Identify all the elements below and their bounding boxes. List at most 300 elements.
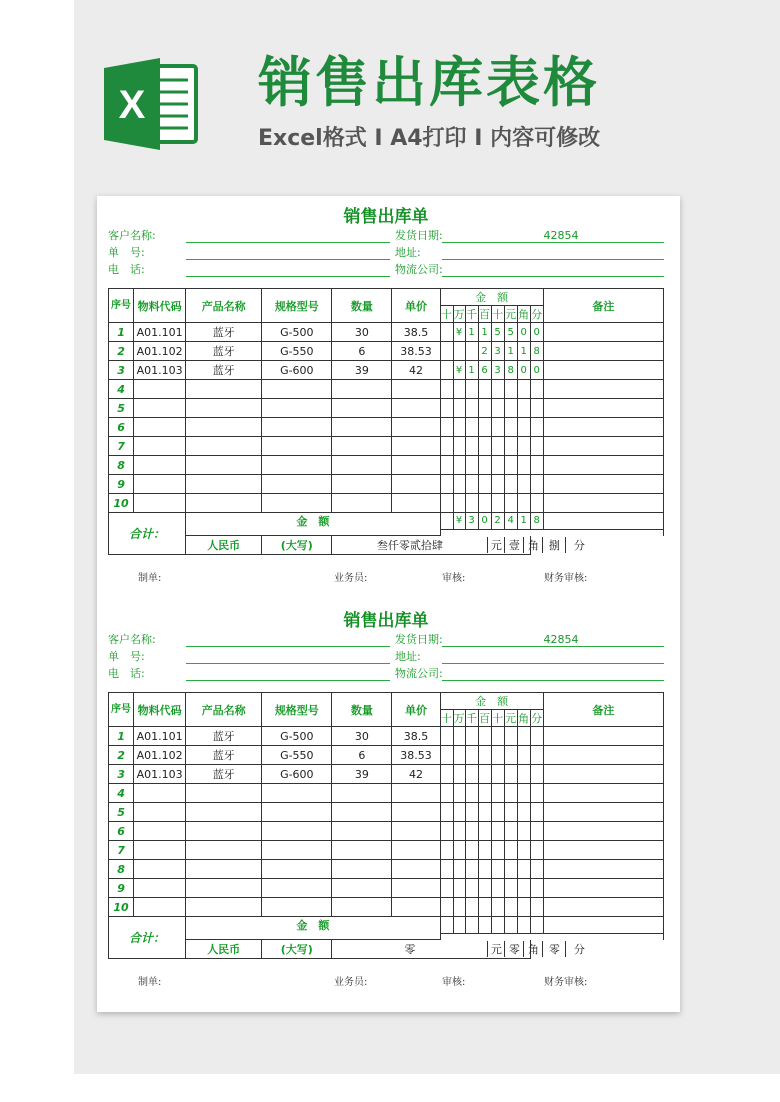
row-digit	[517, 765, 530, 784]
row-note[interactable]	[543, 475, 663, 494]
row-code[interactable]: A01.102	[134, 746, 186, 765]
table-row	[109, 841, 664, 860]
rmb-label: 人民币	[186, 940, 262, 959]
logistics-line[interactable]	[442, 276, 664, 277]
row-digit	[491, 898, 504, 917]
row-note[interactable]	[543, 746, 663, 765]
row-digit	[530, 822, 543, 841]
row-name[interactable]	[186, 784, 262, 803]
row-spec[interactable]	[262, 803, 332, 822]
row-spec[interactable]: G-550	[262, 746, 332, 765]
row-digit	[530, 399, 543, 418]
row-code[interactable]: A01.101	[134, 727, 186, 746]
digit-header: 元	[504, 306, 517, 323]
row-digit	[440, 437, 453, 456]
digit-header: 十	[440, 306, 453, 323]
row-spec[interactable]	[262, 879, 332, 898]
row-digit	[478, 898, 491, 917]
sales-outbound-form-2	[108, 610, 664, 993]
row-digit	[478, 784, 491, 803]
row-digit	[530, 494, 543, 513]
row-seq: 3	[109, 765, 134, 784]
row-code[interactable]: A01.101	[134, 323, 186, 342]
row-digit	[530, 860, 543, 879]
row-digit	[440, 342, 453, 361]
row-price[interactable]	[392, 841, 440, 860]
row-seq: 10	[109, 494, 134, 513]
row-digit	[478, 727, 491, 746]
row-digit	[440, 765, 453, 784]
row-digit	[465, 456, 478, 475]
amount-header: 金 额	[440, 289, 543, 306]
row-note[interactable]	[543, 784, 663, 803]
row-qty[interactable]: 6	[332, 342, 392, 361]
row-note[interactable]	[543, 380, 663, 399]
row-code[interactable]	[134, 437, 186, 456]
total-digit	[440, 917, 453, 934]
row-spec[interactable]	[262, 380, 332, 399]
row-qty[interactable]	[332, 494, 392, 513]
row-digit	[465, 746, 478, 765]
customer-line[interactable]	[186, 646, 390, 647]
row-price[interactable]	[392, 784, 440, 803]
row-price[interactable]	[392, 456, 440, 475]
row-code[interactable]	[134, 860, 186, 879]
total-digit: 3	[465, 513, 478, 530]
row-seq: 2	[109, 342, 134, 361]
row-qty[interactable]	[332, 380, 392, 399]
row-note[interactable]	[543, 860, 663, 879]
row-digit	[491, 765, 504, 784]
row-qty[interactable]: 6	[332, 746, 392, 765]
row-name[interactable]	[186, 841, 262, 860]
row-name[interactable]	[186, 803, 262, 822]
total-digit: 4	[504, 513, 517, 530]
row-code[interactable]	[134, 784, 186, 803]
code-header: 物料代码	[134, 289, 186, 323]
digit-header: 百	[478, 306, 491, 323]
row-price[interactable]	[392, 803, 440, 822]
row-digit	[491, 727, 504, 746]
rmb-label: 人民币	[186, 536, 262, 555]
row-digit	[530, 456, 543, 475]
row-seq: 8	[109, 456, 134, 475]
row-code[interactable]	[134, 879, 186, 898]
total-row-1	[109, 917, 664, 934]
row-digit	[465, 898, 478, 917]
row-digit	[504, 746, 517, 765]
header-row	[109, 289, 664, 306]
signature-row	[108, 569, 664, 589]
row-digit	[440, 822, 453, 841]
unit-label: 单 号:	[108, 246, 145, 259]
row-qty[interactable]	[332, 475, 392, 494]
row-price[interactable]: 38.5	[392, 727, 440, 746]
row-digit	[504, 399, 517, 418]
row-qty[interactable]: 30	[332, 727, 392, 746]
row-digit: 8	[530, 342, 543, 361]
row-digit: 1	[465, 323, 478, 342]
total-digit	[465, 917, 478, 934]
row-spec[interactable]: G-600	[262, 765, 332, 784]
row-digit	[453, 342, 465, 361]
salesman-label: 业务员:	[334, 573, 368, 584]
row-qty[interactable]: 30	[332, 323, 392, 342]
row-price[interactable]: 42	[392, 361, 440, 380]
row-spec[interactable]	[262, 418, 332, 437]
row-code[interactable]	[134, 803, 186, 822]
total-note	[543, 917, 663, 934]
row-name[interactable]	[186, 456, 262, 475]
row-digit	[491, 399, 504, 418]
header-row	[109, 693, 664, 710]
svg-text:X: X	[118, 83, 146, 127]
row-spec[interactable]	[262, 822, 332, 841]
row-digit	[504, 380, 517, 399]
customer-label: 客户名称:	[108, 229, 156, 242]
row-price[interactable]	[392, 879, 440, 898]
row-digit	[440, 860, 453, 879]
row-note[interactable]	[543, 437, 663, 456]
ship-date-value: 42854	[543, 633, 579, 646]
row-digit	[440, 380, 453, 399]
row-digit	[478, 399, 491, 418]
row-name[interactable]: 蓝牙	[186, 323, 262, 342]
row-price[interactable]: 38.5	[392, 323, 440, 342]
row-price[interactable]	[392, 380, 440, 399]
row-digit	[491, 784, 504, 803]
row-digit	[440, 784, 453, 803]
row-seq: 9	[109, 475, 134, 494]
row-price[interactable]	[392, 437, 440, 456]
row-digit	[517, 860, 530, 879]
row-price[interactable]	[392, 860, 440, 879]
row-name[interactable]	[186, 418, 262, 437]
table-row	[109, 342, 664, 361]
row-price[interactable]	[392, 399, 440, 418]
items-table	[108, 692, 664, 959]
row-spec[interactable]	[262, 437, 332, 456]
row-name[interactable]	[186, 380, 262, 399]
row-digit	[530, 784, 543, 803]
row-qty[interactable]	[332, 879, 392, 898]
row-seq: 1	[109, 727, 134, 746]
row-digit: 5	[491, 323, 504, 342]
row-digit	[478, 803, 491, 822]
customer-label: 客户名称:	[108, 633, 156, 646]
row-digit	[453, 380, 465, 399]
row-code[interactable]	[134, 456, 186, 475]
row-digit	[453, 494, 465, 513]
row-note[interactable]	[543, 727, 663, 746]
row-note[interactable]	[543, 361, 663, 380]
row-note[interactable]	[543, 879, 663, 898]
unit-line[interactable]	[186, 259, 390, 260]
row-digit	[491, 860, 504, 879]
row-spec[interactable]	[262, 860, 332, 879]
row-name[interactable]: 蓝牙	[186, 727, 262, 746]
row-digit	[517, 475, 530, 494]
table-row	[109, 727, 664, 746]
yuan-digit: 壹	[504, 537, 523, 553]
row-code[interactable]	[134, 494, 186, 513]
row-name[interactable]: 蓝牙	[186, 342, 262, 361]
row-digit	[453, 456, 465, 475]
row-digit	[440, 323, 453, 342]
row-seq: 4	[109, 784, 134, 803]
row-spec[interactable]	[262, 841, 332, 860]
row-spec[interactable]	[262, 784, 332, 803]
row-digit	[478, 879, 491, 898]
row-digit	[453, 784, 465, 803]
page-title: 销售出库表格	[258, 51, 600, 114]
row-digit	[453, 437, 465, 456]
row-qty[interactable]	[332, 437, 392, 456]
maker-label: 制单:	[138, 977, 162, 988]
row-digit	[491, 746, 504, 765]
row-name[interactable]	[186, 879, 262, 898]
logistics-label: 物流公司:	[395, 667, 443, 680]
sheet-paper	[97, 196, 680, 1012]
row-code[interactable]: A01.103	[134, 361, 186, 380]
code-header: 物料代码	[134, 693, 186, 727]
row-code[interactable]: A01.103	[134, 765, 186, 784]
row-digit	[478, 494, 491, 513]
row-spec[interactable]	[262, 898, 332, 917]
row-note[interactable]	[543, 822, 663, 841]
row-digit	[517, 822, 530, 841]
total-digit	[530, 917, 543, 934]
row-digit: 0	[530, 361, 543, 380]
row-note[interactable]	[543, 342, 663, 361]
row-digit: ¥	[453, 361, 465, 380]
row-code[interactable]	[134, 399, 186, 418]
row-name[interactable]: 蓝牙	[186, 361, 262, 380]
row-spec[interactable]	[262, 475, 332, 494]
row-note[interactable]	[543, 399, 663, 418]
row-price[interactable]	[392, 418, 440, 437]
row-name[interactable]	[186, 822, 262, 841]
total-digit	[491, 917, 504, 934]
row-seq: 10	[109, 898, 134, 917]
row-name[interactable]	[186, 494, 262, 513]
ship-date-value: 42854	[543, 229, 579, 242]
form-info	[108, 228, 664, 282]
row-digit	[478, 475, 491, 494]
amount-label: 金 额	[186, 513, 440, 530]
row-note[interactable]	[543, 323, 663, 342]
table-row	[109, 746, 664, 765]
row-digit	[465, 380, 478, 399]
daxie-text: 叁仟零贰拾肆	[376, 539, 443, 552]
unit-line[interactable]	[186, 663, 390, 664]
digit-header: 十	[440, 710, 453, 727]
row-code[interactable]	[134, 822, 186, 841]
name-header: 产品名称	[186, 693, 262, 727]
row-digit	[491, 879, 504, 898]
total-digit: 0	[478, 513, 491, 530]
row-qty[interactable]	[332, 803, 392, 822]
row-digit	[517, 803, 530, 822]
row-qty[interactable]	[332, 860, 392, 879]
row-digit	[440, 399, 453, 418]
customer-line[interactable]	[186, 242, 390, 243]
row-spec[interactable]	[262, 456, 332, 475]
total-row-3	[109, 536, 664, 555]
row-price[interactable]	[392, 898, 440, 917]
row-digit	[517, 879, 530, 898]
row-digit	[465, 841, 478, 860]
row-name[interactable]: 蓝牙	[186, 746, 262, 765]
jiao-unit: 角	[523, 537, 542, 553]
row-digit	[517, 746, 530, 765]
row-digit: 0	[517, 323, 530, 342]
table-row	[109, 399, 664, 418]
row-spec[interactable]: G-550	[262, 342, 332, 361]
digit-header: 分	[530, 306, 543, 323]
address-label: 地址:	[395, 246, 421, 259]
address-line[interactable]	[442, 663, 664, 664]
row-note[interactable]	[543, 765, 663, 784]
row-digit	[530, 475, 543, 494]
row-code[interactable]: A01.102	[134, 342, 186, 361]
row-digit	[440, 361, 453, 380]
row-qty[interactable]	[332, 418, 392, 437]
row-name[interactable]	[186, 399, 262, 418]
row-digit: 8	[504, 361, 517, 380]
row-digit	[504, 765, 517, 784]
row-digit: 3	[491, 361, 504, 380]
row-qty[interactable]	[332, 456, 392, 475]
row-digit	[504, 841, 517, 860]
daxie-label: (大写)	[262, 940, 332, 959]
row-digit	[465, 727, 478, 746]
address-label: 地址:	[395, 650, 421, 663]
digit-header: 十	[491, 710, 504, 727]
row-digit	[465, 399, 478, 418]
row-qty[interactable]: 39	[332, 765, 392, 784]
row-price[interactable]: 38.53	[392, 342, 440, 361]
row-price[interactable]: 42	[392, 765, 440, 784]
row-qty[interactable]	[332, 784, 392, 803]
unit-label: 单 号:	[108, 650, 145, 663]
total-label: 合计：	[109, 513, 186, 555]
row-name[interactable]: 蓝牙	[186, 765, 262, 784]
row-digit	[530, 727, 543, 746]
row-code[interactable]	[134, 841, 186, 860]
jiao-digit: 捌	[542, 537, 565, 553]
row-qty[interactable]	[332, 822, 392, 841]
row-digit	[478, 418, 491, 437]
row-digit	[478, 746, 491, 765]
row-price[interactable]	[392, 822, 440, 841]
seq-header: 序号	[109, 693, 134, 727]
row-digit	[504, 784, 517, 803]
row-code[interactable]	[134, 898, 186, 917]
qty-header: 数量	[332, 289, 392, 323]
logistics-line[interactable]	[442, 680, 664, 681]
row-note[interactable]	[543, 803, 663, 822]
row-seq: 9	[109, 879, 134, 898]
row-note[interactable]	[543, 456, 663, 475]
row-name[interactable]	[186, 898, 262, 917]
table-row	[109, 860, 664, 879]
row-seq: 2	[109, 746, 134, 765]
phone-line[interactable]	[186, 680, 390, 681]
row-digit	[465, 879, 478, 898]
row-digit: 6	[478, 361, 491, 380]
row-digit	[465, 822, 478, 841]
row-price[interactable]	[392, 494, 440, 513]
row-code[interactable]	[134, 418, 186, 437]
table-row	[109, 323, 664, 342]
row-qty[interactable]	[332, 841, 392, 860]
row-digit	[453, 841, 465, 860]
row-code[interactable]	[134, 380, 186, 399]
row-seq: 6	[109, 418, 134, 437]
row-digit	[440, 803, 453, 822]
row-qty[interactable]	[332, 898, 392, 917]
row-digit	[504, 494, 517, 513]
row-note[interactable]	[543, 898, 663, 917]
row-qty[interactable]: 39	[332, 361, 392, 380]
row-spec[interactable]	[262, 399, 332, 418]
page-subtitle: Excel格式 I A4打印 I 内容可修改	[258, 126, 601, 151]
auditor-label: 审核:	[442, 977, 466, 988]
row-qty[interactable]	[332, 399, 392, 418]
row-price[interactable]: 38.53	[392, 746, 440, 765]
excel-logo-icon	[100, 54, 200, 154]
row-spec[interactable]: G-500	[262, 323, 332, 342]
row-spec[interactable]: G-500	[262, 727, 332, 746]
row-code[interactable]	[134, 475, 186, 494]
row-digit	[517, 380, 530, 399]
row-seq: 1	[109, 323, 134, 342]
jiao-digit: 零	[542, 941, 565, 957]
row-digit	[530, 765, 543, 784]
row-name[interactable]	[186, 475, 262, 494]
table-row	[109, 879, 664, 898]
row-digit	[517, 437, 530, 456]
row-note[interactable]	[543, 494, 663, 513]
row-digit	[453, 765, 465, 784]
row-name[interactable]	[186, 860, 262, 879]
row-digit	[504, 822, 517, 841]
row-digit	[504, 860, 517, 879]
table-row	[109, 898, 664, 917]
fen-unit: 分	[565, 941, 592, 957]
row-digit	[478, 437, 491, 456]
table-row	[109, 380, 664, 399]
row-digit	[478, 860, 491, 879]
address-line[interactable]	[442, 259, 664, 260]
row-price[interactable]	[392, 475, 440, 494]
row-note[interactable]	[543, 418, 663, 437]
table-row	[109, 475, 664, 494]
digit-header: 元	[504, 710, 517, 727]
row-spec[interactable]	[262, 494, 332, 513]
row-note[interactable]	[543, 841, 663, 860]
row-spec[interactable]: G-600	[262, 361, 332, 380]
phone-line[interactable]	[186, 276, 390, 277]
row-digit	[491, 456, 504, 475]
row-digit	[530, 380, 543, 399]
row-digit	[453, 475, 465, 494]
total-row-1	[109, 513, 664, 530]
row-seq: 5	[109, 803, 134, 822]
row-name[interactable]	[186, 437, 262, 456]
row-digit: 1	[478, 323, 491, 342]
